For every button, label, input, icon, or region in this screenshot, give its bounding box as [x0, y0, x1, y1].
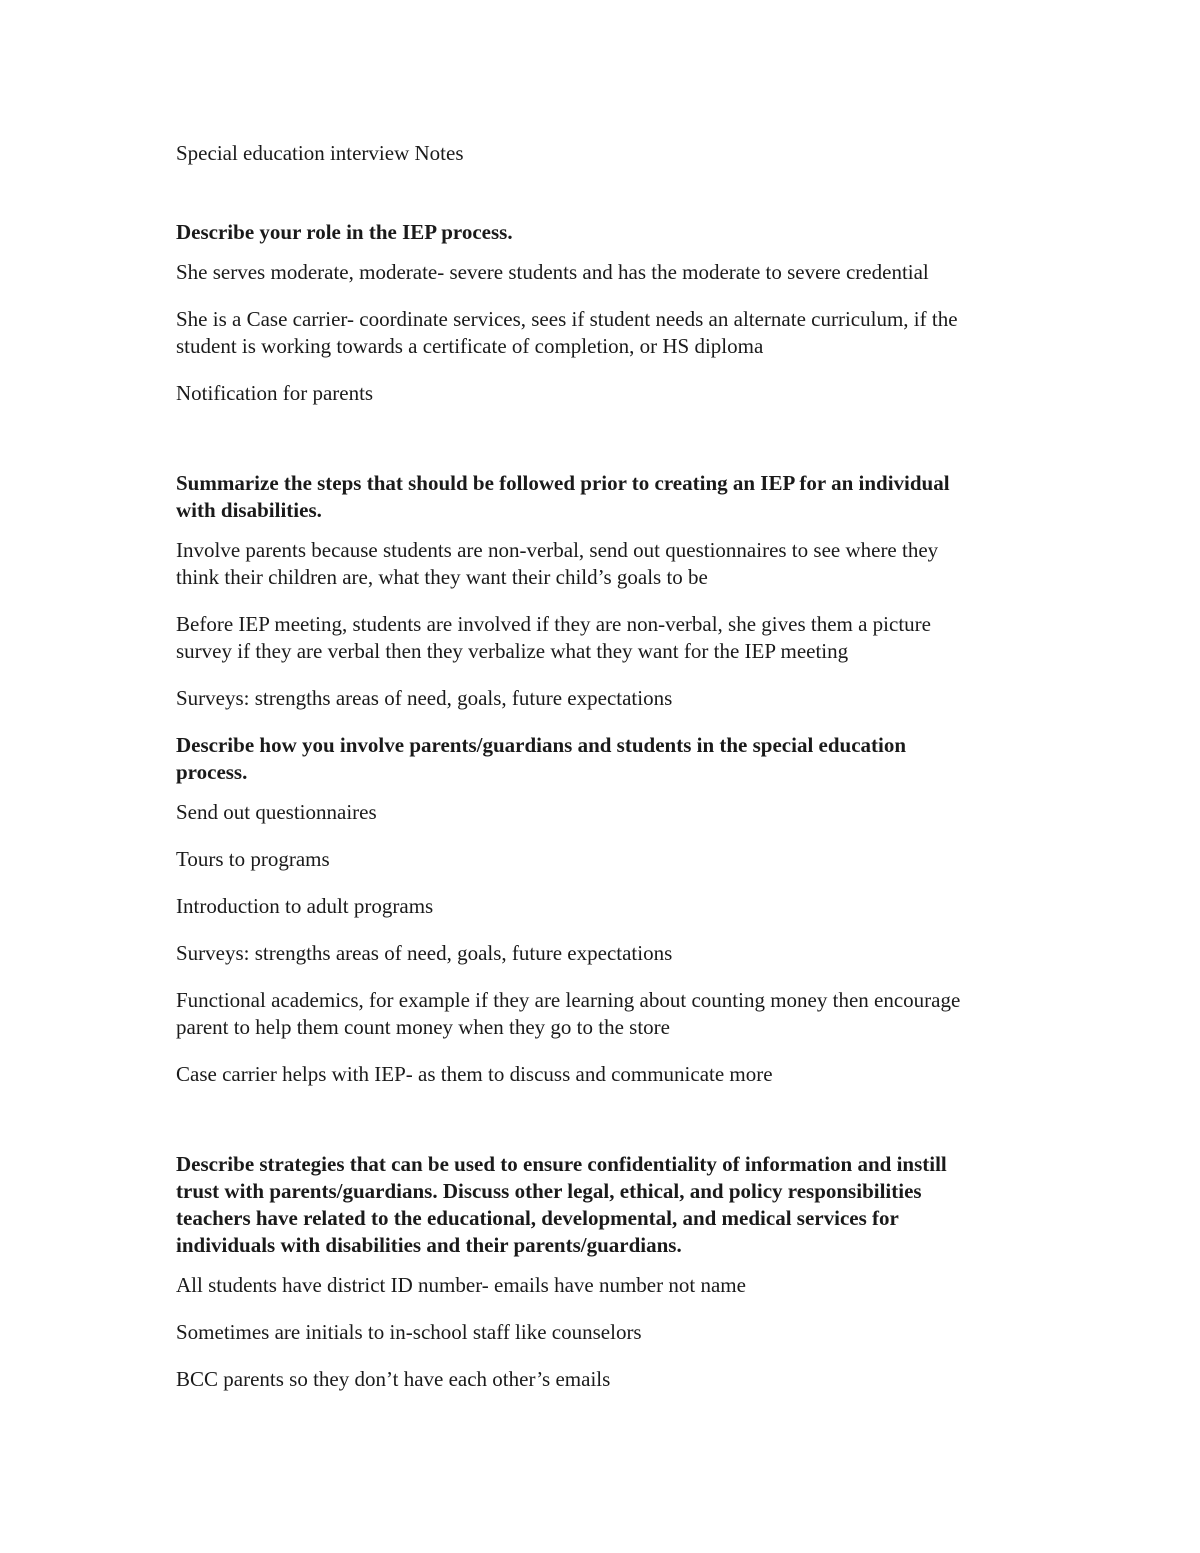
paragraph: Case carrier helps with IEP- as them to discuss and communicate more [176, 1062, 773, 1086]
paragraph: Notification for parents [176, 381, 374, 405]
section-heading-steps: Summarize the steps that should be followed prior to creating an IEP for an individual with disabilities. [176, 471, 950, 522]
paragraph: Sometimes are initials to in-school staff like counselors [176, 1320, 642, 1344]
paragraph: Surveys: strengths areas of need, goals, future expectations [176, 941, 673, 965]
section-heading-role: Describe your role in the IEP process. [176, 220, 513, 244]
paragraph: Involve parents because students are non-verbal, send out questionnaires to see where they think their children are, what they want their child’s goals to be [176, 538, 939, 589]
paragraph: Before IEP meeting, students are involved if they are non-verbal, she gives them a picture survey if they are verbal then they verbalize what they want for the IEP meeting [176, 612, 931, 663]
paragraph: BCC parents so they don’t have each other’s emails [176, 1367, 611, 1391]
paragraph: All students have district ID number- emails have number not name [176, 1273, 746, 1297]
section-heading-involve: Describe how you involve parents/guardians and students in the special education process. [176, 733, 907, 784]
paragraph: She is a Case carrier- coordinate services, sees if student needs an alternate curriculum, if the student is working towards a certificate of completion, or HS diploma [176, 307, 958, 358]
document-title: Special education interview Notes [176, 141, 464, 165]
paragraph: Surveys: strengths areas of need, goals, future expectations [176, 686, 673, 710]
document-body [176, 140, 1076, 1413]
paragraph: Send out questionnaires [176, 800, 377, 824]
paragraph: Functional academics, for example if they are learning about counting money then encourage parent to help them count money when they go to the store [176, 988, 961, 1039]
section-heading-confidentiality: Describe strategies that can be used to ensure confidentiality of information and instill trust with parents/guardians. Discuss other legal, ethical, and policy responsibilities teachers have related to the educational, developmental, and medical services for individuals with disabilities and their parents/guardians. [176, 1152, 947, 1257]
paragraph: Tours to programs [176, 847, 330, 871]
paragraph: She serves moderate, moderate- severe students and has the moderate to severe credential [176, 260, 929, 284]
paragraph: Introduction to adult programs [176, 894, 434, 918]
